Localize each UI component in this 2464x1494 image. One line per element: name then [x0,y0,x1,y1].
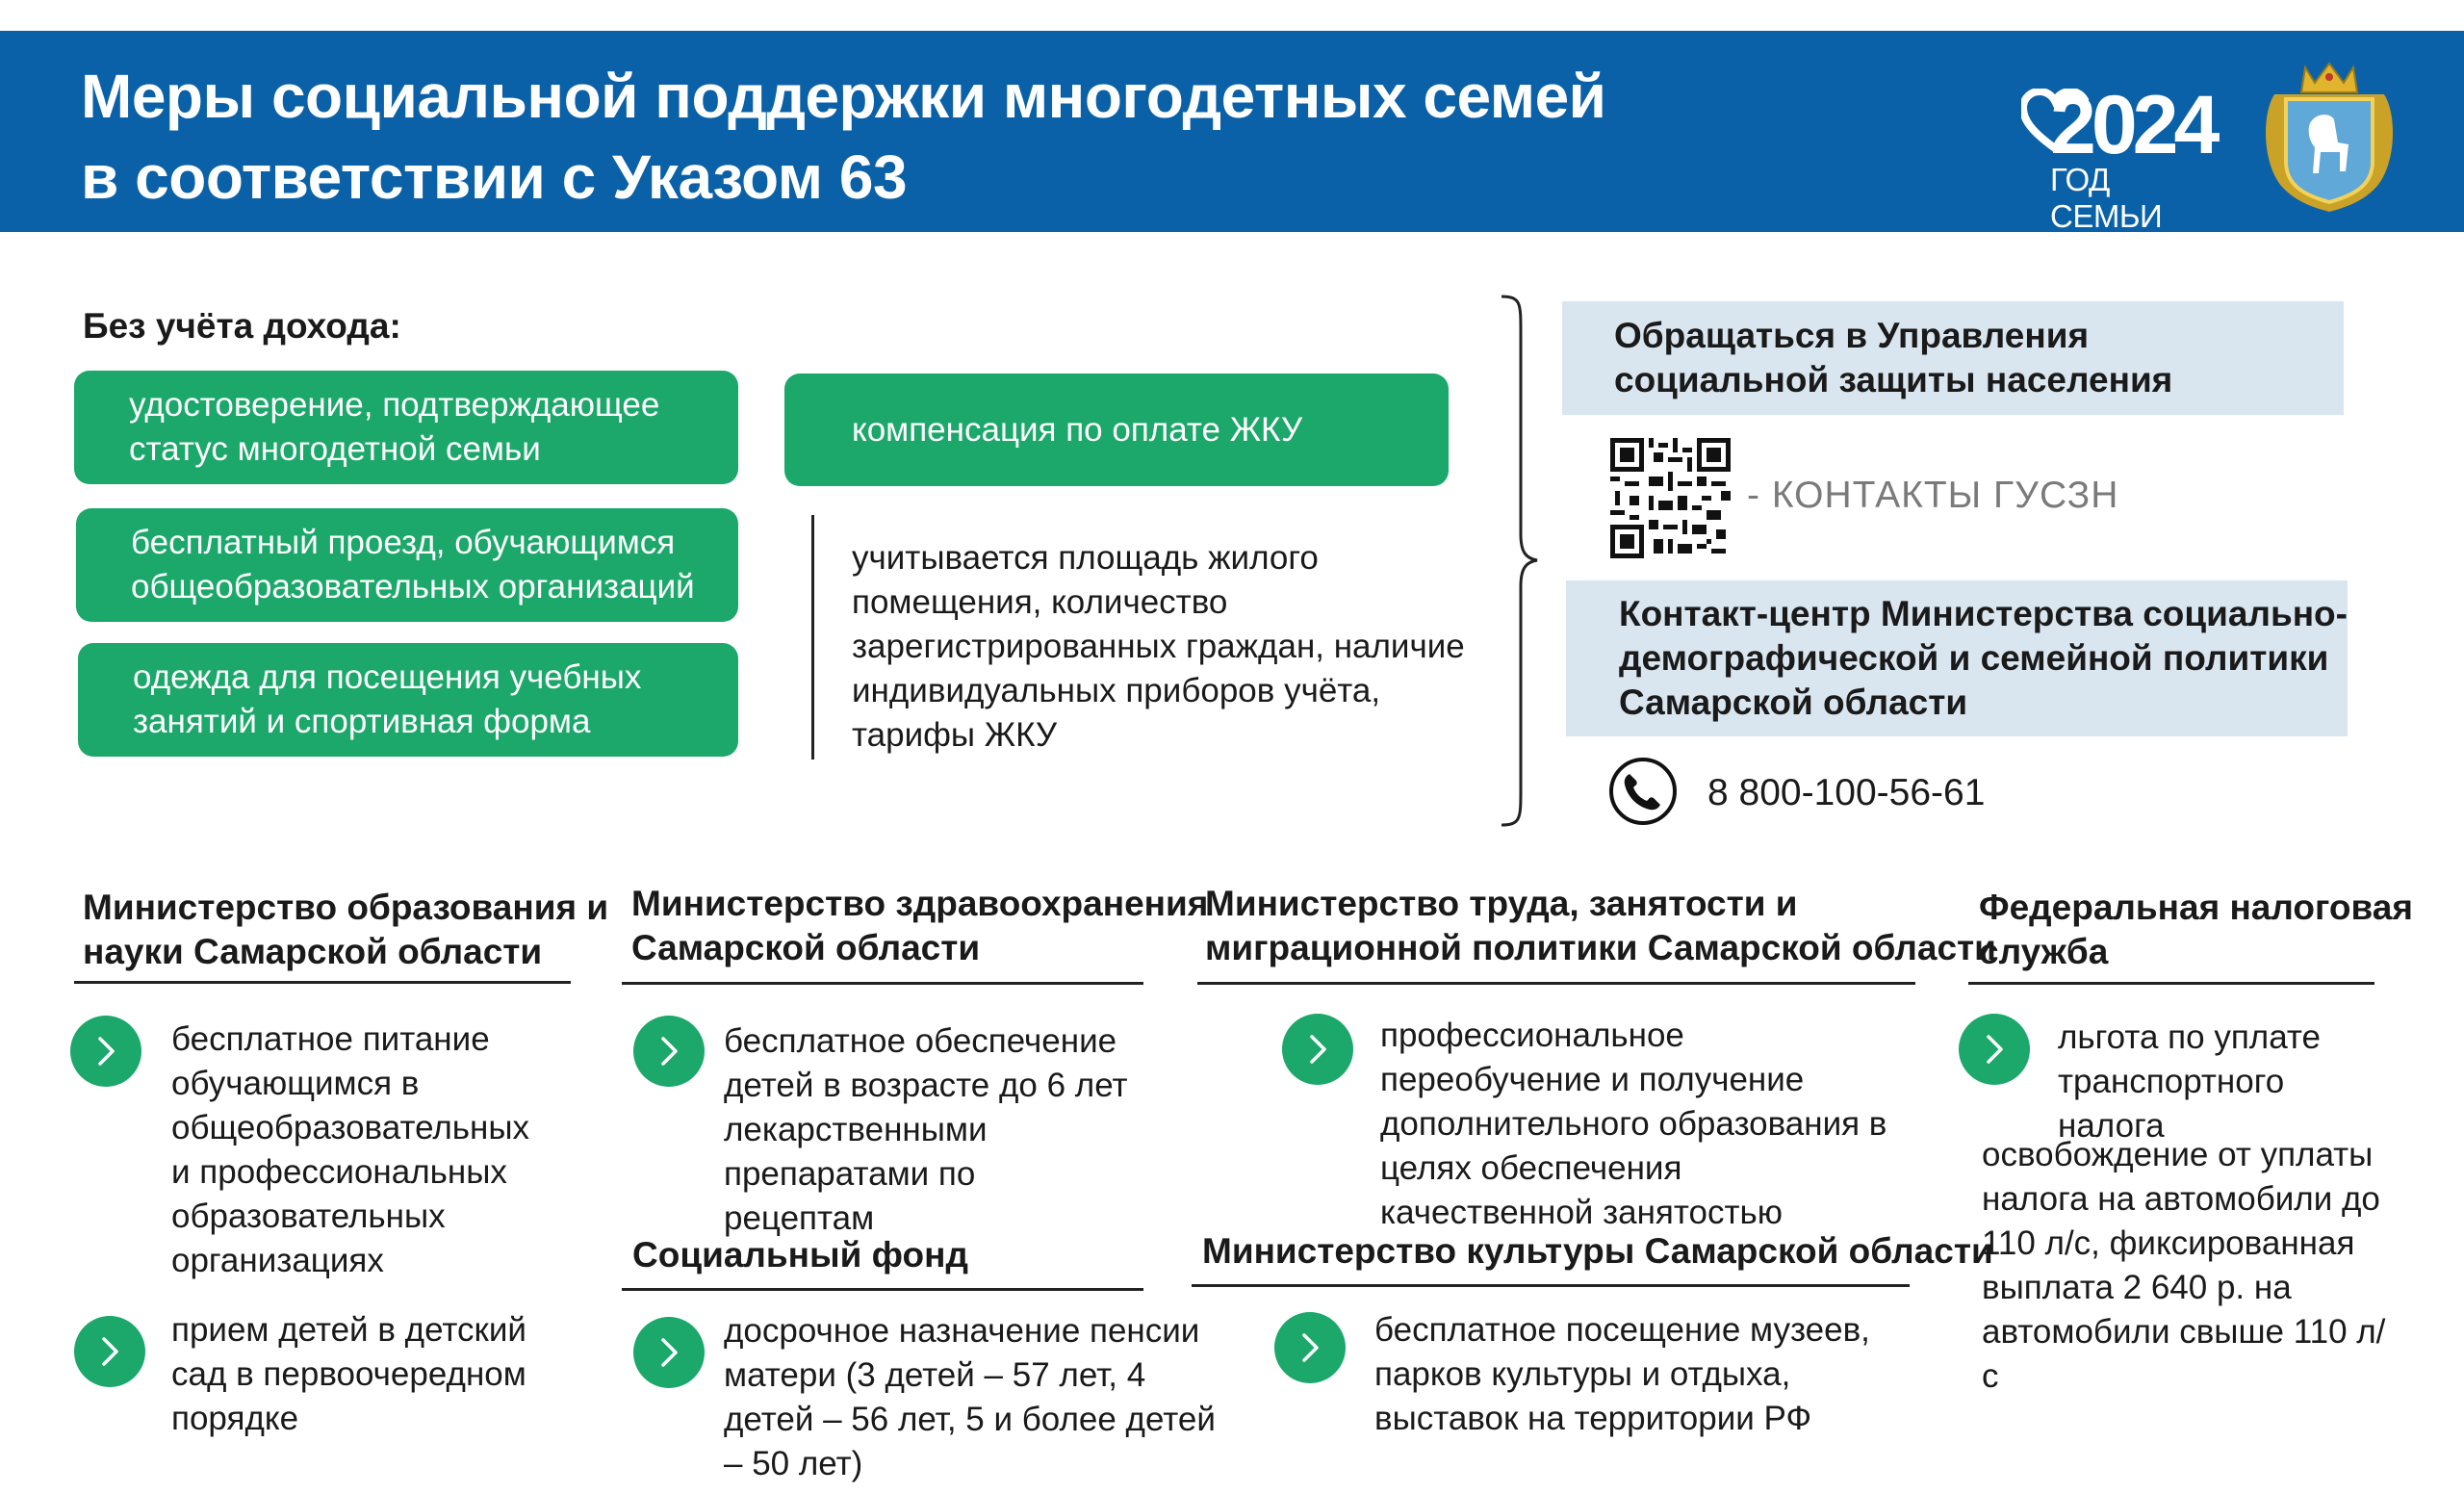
measure-pill-text: одежда для посещения учебных занятий и спортивная форма [133,658,642,740]
education-measure-kindergarten: прием детей в детский сад в первоочередном порядке [171,1311,526,1437]
health-title-line-2: Самарской области [631,928,981,967]
column-rule [74,981,571,984]
education-measure-meals: бесплатное питание обучающимся в общеобразовательных и профессиональных образовательных организациях [171,1020,530,1279]
social-fund-title: Социальный фонд [632,1235,968,1275]
chevron-right-icon [74,1316,145,1387]
column-rule [1968,982,2374,985]
measure-pill-status-certificate [74,371,738,484]
column-rule [622,982,1143,985]
year-of-family-logo [2021,77,2216,234]
tax-title-line-2: служба [1979,932,2109,971]
chevron-right-icon [70,1016,141,1087]
education-ministry-title [83,886,608,974]
health-measure-medicines: бесплатное обеспечение детей в возрасте до 6 лет лекарственными препаратами по рецептам [724,1022,1128,1237]
social-protection-line-1: Обращаться в Управления [1614,316,2090,355]
measure-pill-text: удостоверение, подтверждающее статус многодетной семьи [129,386,660,468]
chevron-right-icon [1959,1014,2030,1085]
vertical-divider [811,515,814,760]
contact-center-line-2: демографической и семейной политики [1619,638,2329,678]
measure-pill-text: бесплатный проезд, обучающимся общеобразовательных организаций [131,524,695,605]
chevron-right-icon [633,1016,705,1087]
social-fund-measure-pension: досрочное назначение пенсии матери (3 детей – 57 лет, 4 детей – 56 лет, 5 и более детей – 50 лет) [724,1312,1216,1482]
column-rule [1197,982,1915,985]
labor-title-line-2: миграционной политики Самарской области [1205,928,1996,967]
page-title [81,56,1606,218]
qr-code[interactable] [1610,438,1731,558]
samara-coat-of-arms-icon [2257,56,2401,215]
measure-pill-utility-compensation [784,374,1449,486]
column-rule [1192,1284,1910,1287]
tax-exemption-note: освобождение от уплаты налога на автомобили до 110 л/с, фиксированная выплата 2 640 р. на автомобили свыше 110 л/с [1982,1136,2386,1395]
measure-pill-free-travel [76,508,738,622]
page-title-line-2: в соответствии с Указом 63 [81,142,908,212]
contact-center-phone[interactable]: 8 800-100-56-61 [1707,772,1986,813]
column-rule [622,1288,1143,1291]
culture-measure-museums: бесплатное посещение музеев, парков культуры и отдыха, выставок на территории РФ [1374,1311,1870,1437]
qr-contacts-label: - КОНТАКТЫ ГУСЗН [1747,475,2119,516]
contact-center-line-1: Контакт-центр Министерства социально- [1619,594,2348,633]
tax-service-title [1979,886,2413,974]
health-title-line-1: Министерство здравоохранения [631,884,1209,923]
tax-title-line-1: Федеральная налоговая [1979,888,2413,927]
chevron-right-icon [1274,1312,1346,1383]
income-section-heading: Без учёта дохода: [83,306,401,346]
measure-pill-school-clothing [78,643,738,757]
social-protection-offices-box [1562,301,2344,415]
year-logo-number: 2024 [2050,79,2216,171]
education-title-line-2: науки Самарской области [83,932,543,971]
year-logo-caption: ГОД СЕМЬИ [2050,162,2163,234]
education-title-line-1: Министерство образования и [83,888,609,927]
phone-icon [1608,757,1678,826]
chevron-right-icon [1282,1014,1353,1085]
measure-pill-text: компенсация по оплате ЖКУ [852,410,1303,449]
page-title-line-1: Меры социальной поддержки многодетных семей [81,62,1606,131]
chevron-right-icon [633,1317,705,1388]
labor-title-line-1: Министерство труда, занятости и [1205,884,1798,923]
contact-center-line-3: Самарской области [1619,683,1968,722]
curly-brace-divider [1497,294,1545,828]
tax-measure-transport-benefit: льгота по уплате транспортного налога [2058,1018,2321,1145]
utility-compensation-note: учитывается площадь жилого помещения, количество зарегистрированных граждан, наличие индивидуальных приборов учёта, тарифы ЖКУ [852,539,1465,754]
labor-measure-retraining: профессиональное переобучение и получение дополнительного образования в целях обеспечения качественной занятостью [1380,1017,1887,1231]
contact-center-box [1566,580,2348,736]
culture-ministry-title: Министерство культуры Самарской области [1202,1231,1993,1271]
labor-ministry-title [1205,882,1996,970]
social-protection-line-2: социальной защиты населения [1614,360,2173,399]
health-ministry-title [631,882,1208,970]
